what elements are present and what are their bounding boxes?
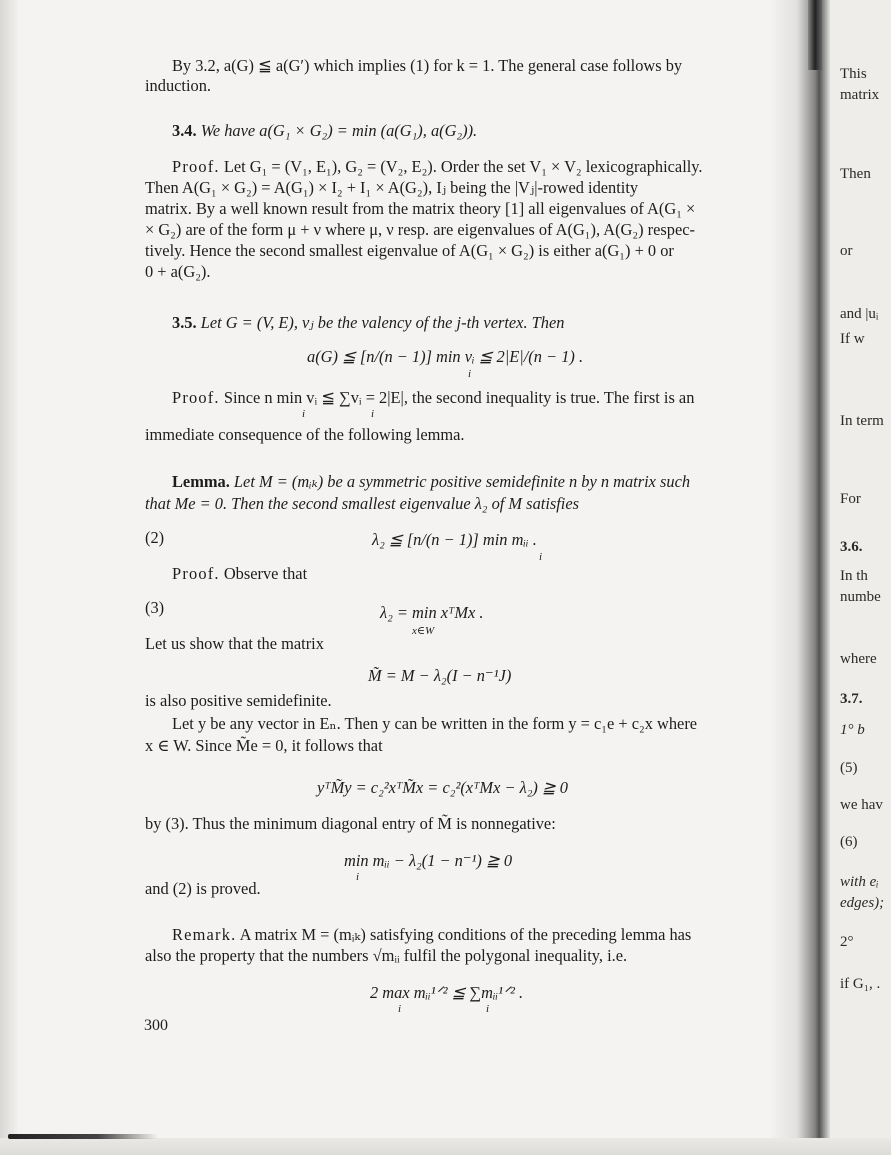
paragraph-line: immediate consequence of the following lemma. (145, 425, 465, 444)
facing-page-fragment: and |uᵢ (840, 306, 879, 322)
equation-subscript: x∈W (412, 625, 435, 637)
facing-page-fragment: edges); (840, 895, 885, 911)
facing-page-fragment: 3.7. (840, 691, 863, 707)
proof-text: Observe that (223, 564, 308, 583)
facing-page (830, 0, 891, 1155)
proof-text: Let G₁ = (V₁, E₁), G₂ = (V₂, E₂). Order the set V₁ × V₂ lexicographically. (223, 157, 703, 176)
facing-page-fragment: (5) (840, 760, 858, 776)
facing-page-fragment: For (840, 491, 861, 507)
facing-page-fragment: or (840, 243, 853, 259)
equation-subscript: i (539, 551, 543, 563)
remark-line (172, 925, 691, 945)
equation-number: (2) (145, 528, 165, 547)
facing-page-fragment: matrix (840, 87, 880, 103)
scan-pen-mark (8, 1134, 158, 1139)
proof-line: matrix. By a well known result from the matrix theory [1] all eigenvalues of A(G₁ × (145, 199, 696, 218)
equation-polygonal: 2 max mᵢᵢ¹ᐟ² ≦ ∑mᵢᵢ¹ᐟ² . (370, 983, 524, 1002)
equation-min-diagonal: min mᵢᵢ − λ₂(1 − n⁻¹) ≧ 0 (344, 851, 513, 870)
equation-number: (3) (145, 598, 165, 617)
equation-subscript: i (398, 1003, 402, 1015)
proof-line: tively. Hence the second smallest eigenvalue of A(G₁ × G₂) is either a(G₁) + 0 or (145, 241, 674, 260)
equation-quadratic: yᵀM̃y = c₂²xᵀM̃x = c₂²(xᵀMx − λ₂) ≧ 0 (317, 778, 568, 797)
scan-bottom-shadow (0, 1138, 891, 1155)
proof-line: × G₂) are of the form μ + ν where μ, ν resp. are eigenvalues of A(G₁), A(G₂) respec- (145, 220, 695, 239)
proof-line (172, 157, 703, 177)
remark-line: also the property that the numbers √mᵢᵢ fulfil the polygonal inequality, i.e. (145, 946, 628, 965)
lemma-text: Let M = (mᵢₖ) be a symmetric positive semidefinite n by n matrix such (233, 472, 691, 491)
page-number: 300 (144, 1017, 168, 1034)
paragraph-line: Let y be any vector in Eₙ. Then y can be written in the form y = c₁e + c₂x where (172, 714, 698, 733)
facing-page-fragment: 1° b (840, 722, 865, 738)
facing-page-fragment: (6) (840, 834, 858, 850)
proof-label: Proof. (172, 388, 220, 407)
facing-page-fragment: If w (840, 331, 865, 347)
facing-page-fragment: 2° (840, 934, 854, 950)
proof-line: 0 + a(G₂). (145, 262, 211, 281)
equation-2: λ₂ ≦ [n/(n − 1)] min mᵢᵢ . (372, 530, 537, 549)
lemma (172, 472, 690, 492)
paragraph-line: By 3.2, a(G) ≦ a(G′) which implies (1) for k = 1. The general case follows by (172, 56, 683, 75)
facing-page-fragment: Then (840, 166, 871, 182)
theorem-label: 3.5. (172, 313, 197, 332)
paragraph-line: is also positive semidefinite. (145, 691, 332, 710)
book-gutter-shadow (770, 0, 830, 1155)
theorem-text: Let G = (V, E), vⱼ be the valency of the j-th vertex. Then (200, 313, 565, 332)
remark-label: Remark. (172, 925, 237, 944)
facing-page-fragment: if G₁, . (840, 976, 881, 992)
theorem-label: 3.4. (172, 121, 197, 140)
proof-line: Then A(G₁ × G₂) = A(G₁) × I₂ + I₁ × A(G₂), Iⱼ being the |Vⱼ|-rowed identity (145, 178, 639, 197)
facing-page-fragment: numbe (840, 589, 881, 605)
equation-m-tilde: M̃ = M − λ₂(I − n⁻¹J) (368, 666, 512, 685)
theorem-3-4 (172, 121, 477, 141)
gutter-binding (808, 0, 822, 70)
equation-subscript: i (356, 871, 360, 883)
equation-subscript: i (371, 408, 375, 420)
proof-line (172, 564, 307, 584)
facing-page-fragment: In th (840, 568, 868, 584)
remark-text: A matrix M = (mᵢₖ) satisfying conditions of the preceding lemma has (239, 925, 692, 944)
facing-page-fragment: In term (840, 413, 884, 429)
facing-page-fragment: with eᵢ (840, 874, 879, 890)
facing-page-fragment: we hav (840, 797, 883, 813)
paragraph-line: Let us show that the matrix (145, 634, 324, 653)
facing-page-fragment: where (840, 651, 877, 667)
proof-text: Since n min vᵢ ≦ ∑vᵢ = 2|E|, the second inequality is true. The first is an (223, 388, 695, 407)
equation-subscript: i (302, 408, 306, 420)
equation-subscript: i (486, 1003, 490, 1015)
paragraph-line: induction. (145, 76, 212, 95)
proof-label: Proof. (172, 564, 220, 583)
lemma-label: Lemma. (172, 472, 230, 491)
proof-line (172, 388, 694, 408)
proof-label: Proof. (172, 157, 220, 176)
theorem-text: We have a(G₁ × G₂) = min (a(G₁), a(G₂)). (200, 121, 478, 140)
equation-subscript: i (468, 368, 472, 380)
paragraph-line: and (2) is proved. (145, 879, 261, 898)
paragraph-line: x ∈ W. Since M̃e = 0, it follows that (145, 736, 383, 755)
paragraph-line: by (3). Thus the minimum diagonal entry of M̃ is nonnegative: (145, 814, 556, 833)
lemma-line: that Me = 0. Then the second smallest eigenvalue λ₂ of M satisfies (145, 494, 580, 513)
facing-page-fragment: This (840, 66, 867, 82)
theorem-3-5 (172, 313, 564, 333)
facing-page-fragment: 3.6. (840, 539, 863, 555)
equation-3: λ₂ = min xᵀMx . (380, 603, 484, 622)
equation-3-5: a(G) ≦ [n/(n − 1)] min vᵢ ≦ 2|E|/(n − 1) . (307, 347, 584, 366)
